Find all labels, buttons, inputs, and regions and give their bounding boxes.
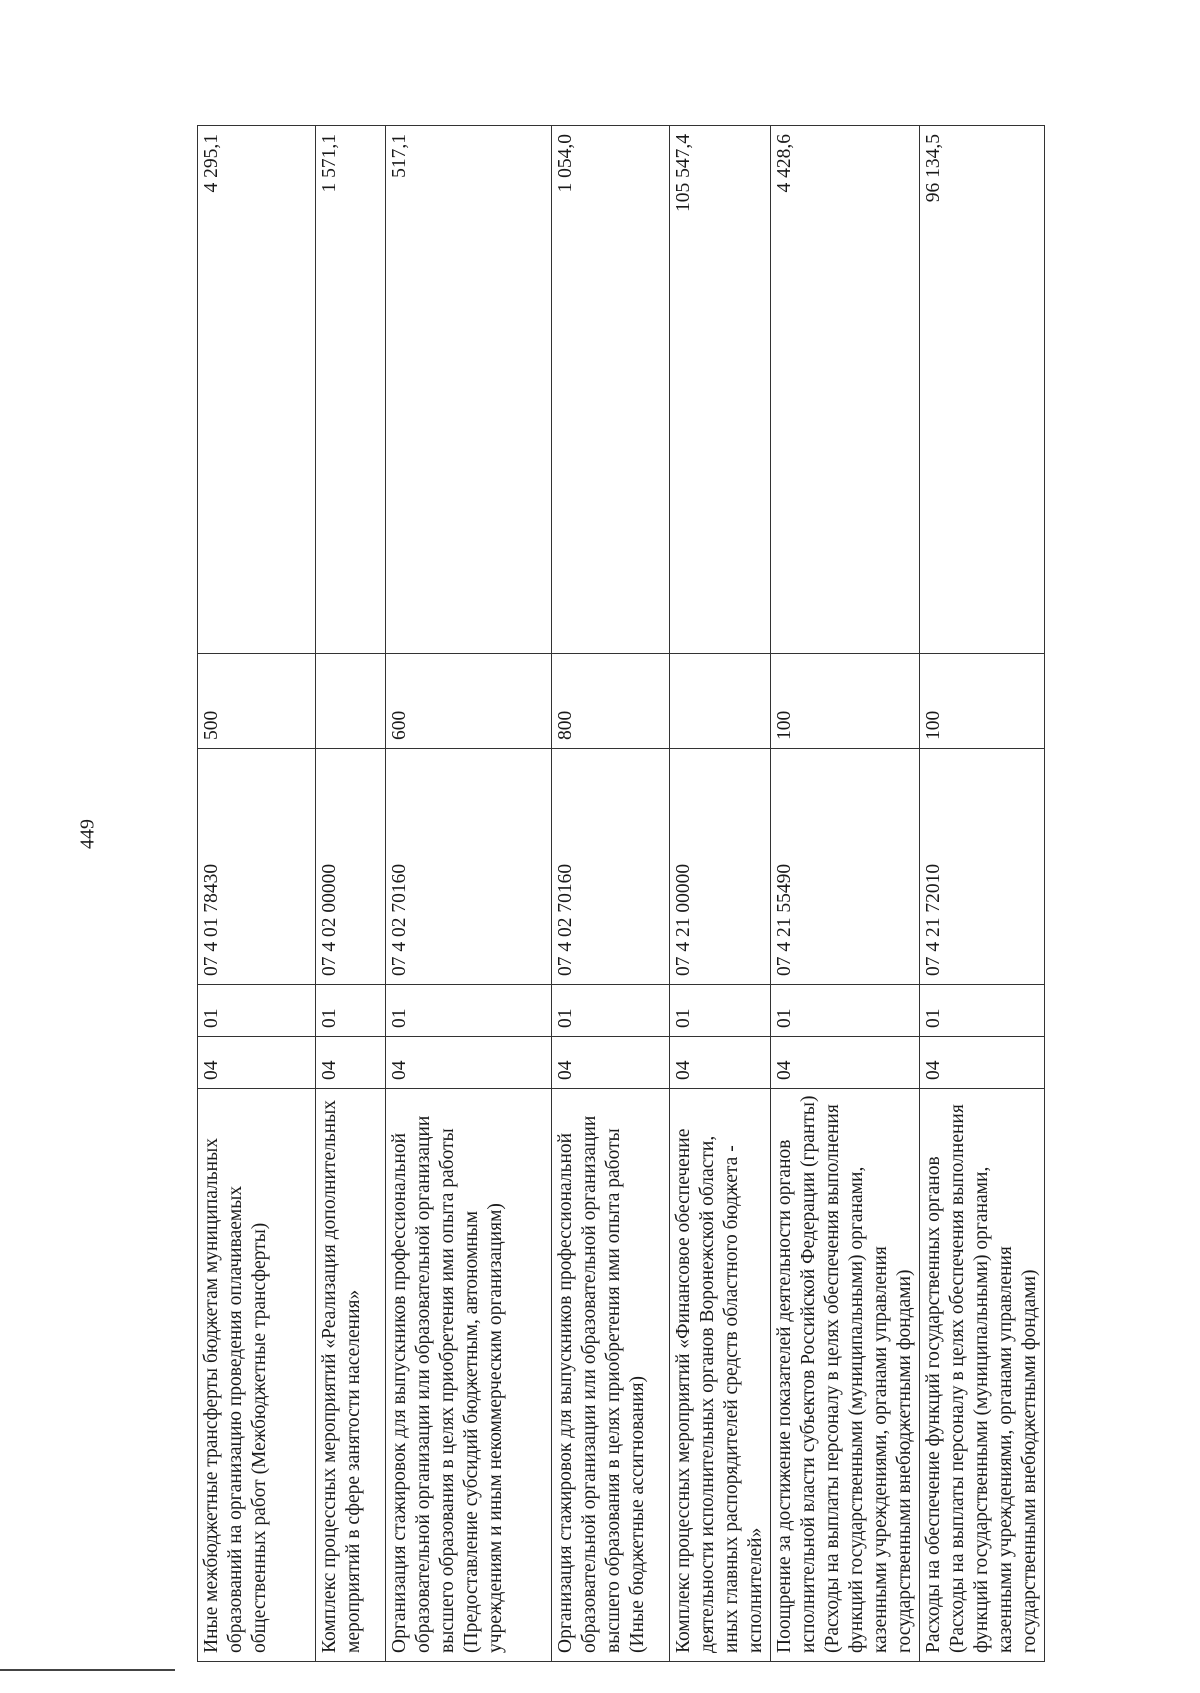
table-row: [386, 126, 552, 1662]
row-description: Организация стажировок для выпускников профессиональной образовательной организации или образовательной организации высшего образования в целях приобретения ими опыта работы (Предоставление субсидий бюджетным, автономным учреждениям и иным некоммерческим организациям): [386, 1089, 552, 1662]
row-amount: 1 571,1: [316, 126, 386, 654]
row-expense-type-code: [670, 654, 771, 749]
row-amount: 4 295,1: [198, 126, 316, 654]
row-subsection-code: 01: [670, 985, 771, 1037]
row-description: Иные межбюджетные трансферты бюджетам муниципальных образований на организацию проведения оплачиваемых общественных работ (Межбюджетные трансферты): [198, 1089, 316, 1662]
row-subsection-code: 01: [386, 985, 552, 1037]
row-description: Поощрение за достижение показателей деятельности органов исполнительной власти субъектов Российской Федерации (гранты) (Расходы на выплаты персоналу в целях обеспечения выполнения функций государственными (муниципальными) органами, казенными учреждениями, органами управления государственными внебюджетными фондами): [771, 1089, 920, 1662]
row-expense-type-code: 600: [386, 654, 552, 749]
row-target-article-code: 07 4 21 55490: [771, 749, 920, 985]
row-amount: 1 054,0: [552, 126, 670, 654]
row-expense-type-code: 100: [920, 654, 1045, 749]
row-target-article-code: 07 4 21 00000: [670, 749, 771, 985]
row-subsection-code: 01: [198, 985, 316, 1037]
row-target-article-code: 07 4 21 72010: [920, 749, 1045, 985]
row-target-article-code: 07 4 02 00000: [316, 749, 386, 985]
budget-table: [197, 125, 1045, 1662]
row-description: Комплекс процессных мероприятий «Реализация дополнительных мероприятий в сфере занятости населения»: [316, 1089, 386, 1662]
row-description: Комплекс процессных мероприятий «Финансовое обеспечение деятельности исполнительных органов Воронежской области, иных главных распорядителей средств областного бюджета - исполнителей»: [670, 1089, 771, 1662]
table-row: [198, 126, 316, 1662]
row-description: Расходы на обеспечение функций государственных органов (Расходы на выплаты персоналу в целях обеспечения выполнения функций государственными (муниципальными) органами, казенными учреждениями, органами управления государственными внебюджетными фондами): [920, 1089, 1045, 1662]
row-target-article-code: 07 4 02 70160: [552, 749, 670, 985]
table-row: [552, 126, 670, 1662]
row-section-code: 04: [920, 1037, 1045, 1089]
row-section-code: 04: [316, 1037, 386, 1089]
row-expense-type-code: 800: [552, 654, 670, 749]
row-section-code: 04: [386, 1037, 552, 1089]
table-row: [771, 126, 920, 1662]
page-number: 449: [76, 819, 99, 849]
row-subsection-code: 01: [771, 985, 920, 1037]
row-section-code: 04: [670, 1037, 771, 1089]
row-section-code: 04: [552, 1037, 670, 1089]
row-amount: 517,1: [386, 126, 552, 654]
table-row: [670, 126, 771, 1662]
row-amount: 96 134,5: [920, 126, 1045, 654]
row-expense-type-code: 500: [198, 654, 316, 749]
row-target-article-code: 07 4 01 78430: [198, 749, 316, 985]
table-row: [920, 126, 1045, 1662]
bottom-rule-divider: [0, 1669, 175, 1671]
row-subsection-code: 01: [920, 985, 1045, 1037]
row-amount: 105 547,4: [670, 126, 771, 654]
rotated-table-container: [197, 126, 1040, 1662]
row-section-code: 04: [771, 1037, 920, 1089]
row-expense-type-code: [316, 654, 386, 749]
row-amount: 4 428,6: [771, 126, 920, 654]
table-row: [316, 126, 386, 1662]
row-expense-type-code: 100: [771, 654, 920, 749]
budget-table-body: [198, 126, 1045, 1662]
row-subsection-code: 01: [316, 985, 386, 1037]
row-description: Организация стажировок для выпускников профессиональной образовательной организации или образовательной организации высшего образования в целях приобретения ими опыта работы (Иные бюджетные ассигнования): [552, 1089, 670, 1662]
row-target-article-code: 07 4 02 70160: [386, 749, 552, 985]
row-subsection-code: 01: [552, 985, 670, 1037]
row-section-code: 04: [198, 1037, 316, 1089]
